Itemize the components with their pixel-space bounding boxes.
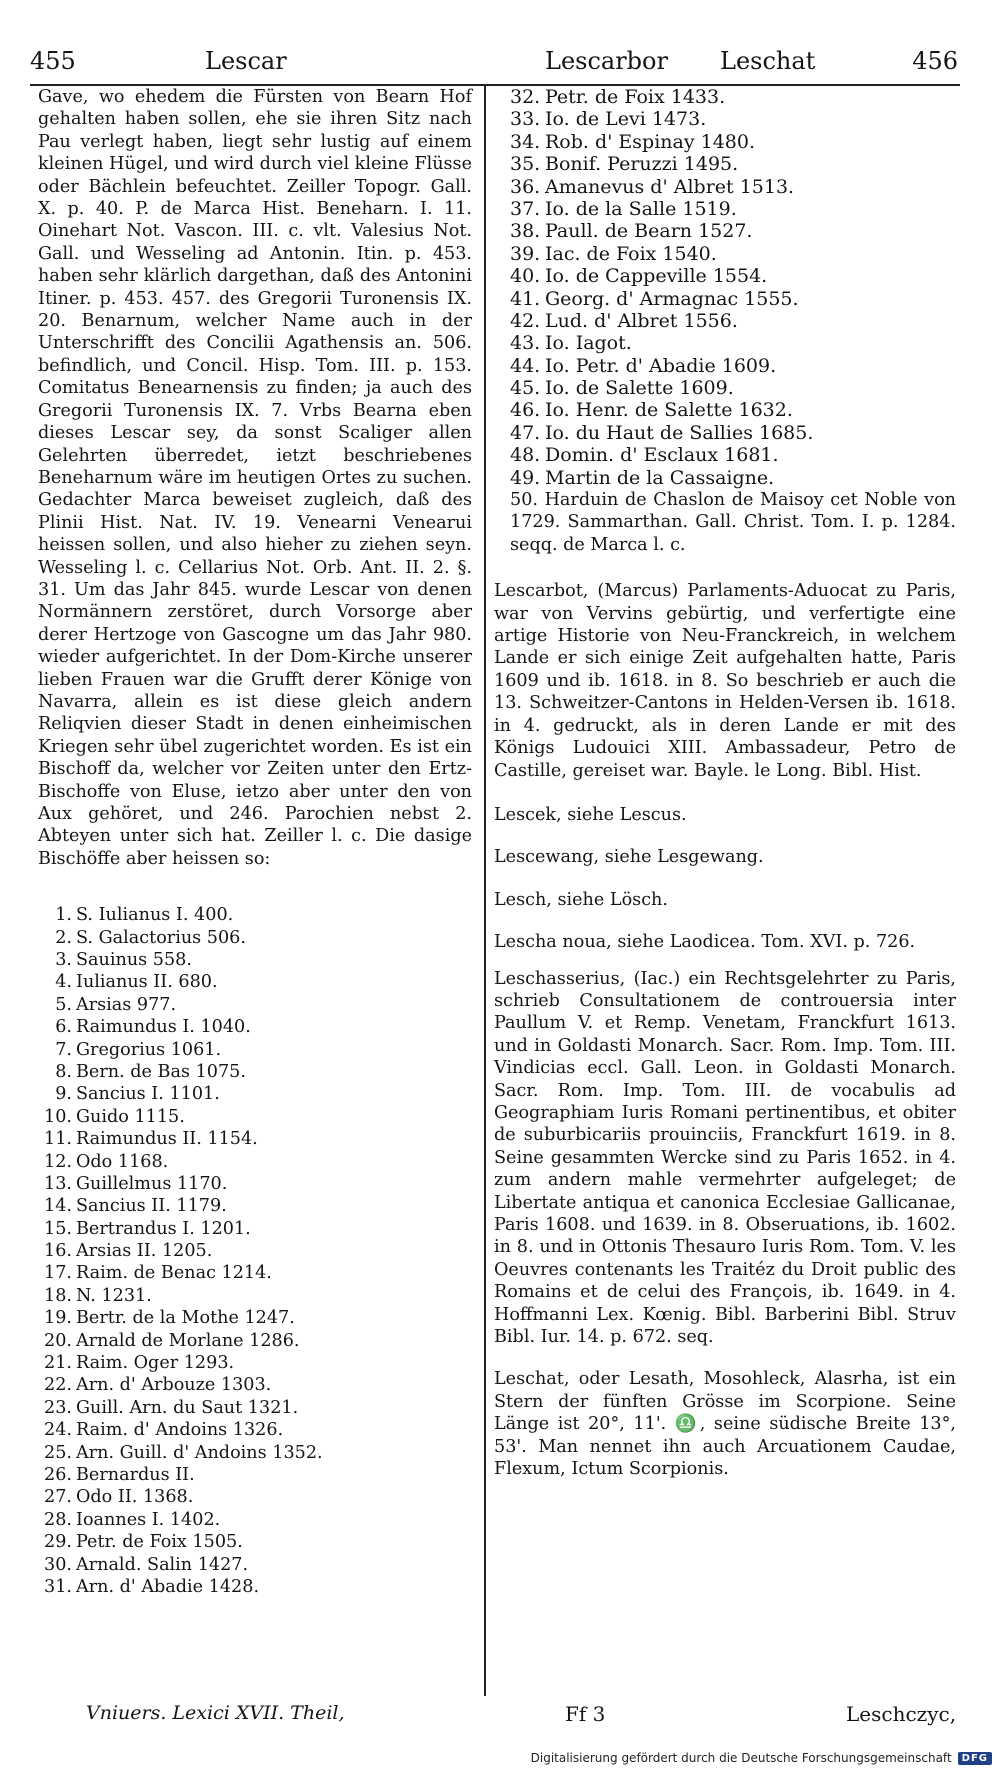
list-item: 29. Petr. de Foix 1505.: [44, 1532, 243, 1553]
lesch-entry: Lesch, siehe Lösch.: [494, 889, 668, 910]
list-item: 23. Guill. Arn. du Saut 1321.: [44, 1397, 299, 1418]
list-item: 22. Arn. d' Arbouze 1303.: [44, 1375, 272, 1396]
list-item: 12. Odo 1168.: [44, 1151, 169, 1172]
list-item: 49. Martin de la Cassaigne.: [510, 466, 775, 489]
list-item: 2. S. Galactorius 506.: [55, 927, 246, 948]
list-item: 21. Raim. Oger 1293.: [44, 1353, 235, 1374]
right-column: [494, 86, 956, 1480]
digitization-footer: [531, 1751, 992, 1765]
lescha-noua-entry: Lescha noua, siehe Laodicea. Tom. XVI. p. 726.: [494, 932, 916, 953]
volume-signature: Vniuers. Lexici XVII. Theil,: [86, 1702, 345, 1724]
lescarbot-entry: Lescarbot, (Marcus) Parlaments-Aduocat zu Paris, war von Vervins gebürtig, und verfertigte eine artige Historie von Neu-Franckreich, in welchem Lande er sich einige Zeit aufgehalten hatte, Paris 1609 und ib. 1618. in 8. So beschrieb er auch die 13. Schweitzer-Cantons in Helden-Versen ib. 1618. in 4. gedruckt, als in deren Lande er mit des Königs Ludouici XIII. Ambassadeur, Petro de Castille, gereiset war. Bayle. le Long. Bibl. Hist.: [494, 581, 956, 781]
list-item: 38. Paull. de Bearn 1527.: [510, 220, 753, 243]
list-item: 18. N. 1231.: [44, 1285, 152, 1306]
list-item: 28. Ioannes I. 1402.: [44, 1509, 221, 1530]
leschasserius-entry: Leschasserius, (Iac.) ein Rechtsgelehrter zu Paris, schrieb Consultationem de controuersia inter Paullum V. et Remp. Venetam, Franckfurt 1613. und in Goldasti Monarch. Sacr. Rom. Imp. Tom. III. Vindicias eccl. Gall. Leon. in Goldasti Monarch. Sacr. Rom. Imp. Tom. III. de vocabulis ad Geographiam Iuris Romani pertinentibus, et obiter de suburbicariis prouinciis, Franckfurt 1619. in 8. Seine gesammten Wercke sind zu Paris 1652. in 4. zum andern mahle vermehrter aufgeleget; de Libertate antiqua et canonica Ecclesiae Gallicanae, Paris 1608. und 1639. in 8. Obseruations, ib. 1602. in 8. und in Ottonis Thesauro Iuris Rom. Tom. V. les Oeuvres contenants les Traitéz du Droit public des Romains et de celui des François, ib. 1649. in 4. Hoffmanni Lex. Kœnig. Bibl. Barberini Bibl. Struv Bibl. Iur. 14. p. 672. seq.: [494, 968, 956, 1348]
list-item: 37. Io. de la Salle 1519.: [510, 197, 737, 220]
list-item: 19. Bertr. de la Mothe 1247.: [44, 1308, 295, 1329]
list-item: 25. Arn. Guill. d' Andoins 1352.: [44, 1442, 323, 1463]
column-rule: [484, 86, 486, 1696]
list-item: 16. Arsias II. 1205.: [44, 1241, 213, 1262]
list-item: 46. Io. Henr. de Salette 1632.: [510, 399, 793, 422]
list-item: 20. Arnald de Morlane 1286.: [44, 1330, 300, 1351]
list-item: 44. Io. Petr. d' Abadie 1609.: [510, 354, 777, 377]
lescek-entry: Lescek, siehe Lescus.: [494, 804, 687, 825]
page-number-left: 455: [30, 47, 76, 75]
list-item: 7. Gregorius 1061.: [55, 1039, 222, 1060]
list-item: 26. Bernardus II.: [44, 1464, 195, 1485]
list-item: 48. Domin. d' Esclaux 1681.: [510, 444, 779, 467]
left-column: [38, 86, 472, 1598]
list-item: 27. Odo II. 1368.: [44, 1487, 194, 1508]
list-item: 35. Bonif. Peruzzi 1495.: [510, 153, 739, 176]
page-number-right: 456: [912, 47, 958, 75]
bishop-50-entry: 50. Harduin de Chaslon de Maisoy cet Noble von 1729. Sammarthan. Gall. Christ. Tom. I. p. 1284. seqq. de Marca l. c.: [510, 490, 956, 555]
list-item: 14. Sancius II. 1179.: [44, 1196, 227, 1217]
list-item: 6. Raimundus I. 1040.: [55, 1017, 251, 1038]
list-item: 1. S. Iulianus I. 400.: [55, 905, 234, 926]
catchword: Leschczyc,: [846, 1702, 957, 1726]
list-item: 36. Amanevus d' Albret 1513.: [510, 175, 795, 198]
list-item: 24. Raim. d' Andoins 1326.: [44, 1420, 284, 1441]
list-item: 3. Sauinus 558.: [55, 950, 192, 970]
lescewang-entry: Lescewang, siehe Lesgewang.: [494, 847, 764, 868]
signature-mark: Ff 3: [565, 1702, 606, 1726]
list-item: 33. Io. de Levi 1473.: [510, 108, 707, 131]
running-head-middle: Lescarbor: [545, 47, 668, 75]
running-head-left: Lescar: [205, 47, 287, 75]
list-item: 45. Io. de Salette 1609.: [510, 377, 734, 400]
running-head-right: Leschat: [720, 47, 816, 75]
list-item: 9. Sancius I. 1101.: [55, 1084, 220, 1105]
list-item: 11. Raimundus II. 1154.: [44, 1129, 258, 1150]
page-header: [30, 46, 958, 82]
digitization-note: Digitalisierung gefördert durch die Deutsche Forschungsgemeinschaft: [530, 1751, 952, 1765]
list-item: 17. Raim. de Benac 1214.: [44, 1263, 272, 1284]
list-item: 47. Io. du Haut de Sallies 1685.: [510, 421, 814, 444]
list-item: 5. Arsias 977.: [55, 994, 177, 1015]
bishops-list-continued: [494, 86, 956, 489]
list-item: 39. Iac. de Foix 1540.: [510, 242, 717, 265]
list-item: 42. Lud. d' Albret 1556.: [510, 309, 738, 332]
list-item: 40. Io. de Cappeville 1554.: [510, 265, 768, 288]
list-item: 10. Guido 1115.: [44, 1106, 185, 1127]
list-item: 34. Rob. d' Espinay 1480.: [510, 130, 756, 153]
list-item: 4. Iulianus II. 680.: [55, 972, 218, 993]
lescar-entry-text: Gave, wo ehedem die Fürsten von Bearn Hof gehalten haben sollen, ehe sie ihren Sitz nach Pau verlegt haben, liegt sehr lustig auf einem kleinen Hügel, und wird durch viel kleine Flüsse oder Bächlein befeuchtet. Zeiller Topogr. Gall. X. p. 40. P. de Marca Hist. Beneharn. I. 11. Oinehart Not. Vascon. III. c. vlt. Valesius Not. Gall. und Wesseling ad Antonin. Itin. p. 453. haben sehr klärlich dargethan, daß des Antonini Itiner. p. 453. 457. des Gregorii Turonensis IX. 20. Benarnum, welcher Name auch in der Unterschrifft des Concilii Agathensis an. 506. befindlich, und Concil. Hisp. Tom. III. p. 153. Comitatus Benearnensis zu finden; ja auch des Gregorii Turonensis IX. 7. Vrbs Bearna eben dieses Lescar sey, da sonst Scaliger allen Gelehrten überredet, ietzt beschriebenes Beneharnum wäre im heutigen Ortes zu suchen. Gedachter Marca beweiset zugleich, daß des Plinii Hist. Nat. IV. 19. Venearni Venearui heissen sollen, und also hieher zu ziehen seyn. Wesseling l. c. Cellarius Not. Orb. Ant. II. 2. §. 31. Um das Jahr 845. wurde Lescar von denen Normännern zerstöret, durch Vorsorge aber derer Hertzoge von Gascogne um das Jahr 980. wieder aufgerichtet. In der Dom-Kirche unserer lieben Frauen war die Grufft derer Könige von Navarra, allein es ist diese gleich andern Reliqvien dieser Stadt in denen einheimischen Kriegen sehr übel zugerichtet worden. Es ist ein Bischoff da, welcher vor Zeiten unter den Ertz-Bischoffe von Eluse, ietzo aber unter den von Aux gehöret, und 246. Parochien nebst 2. Abteyen unter sich hat. Zeiller l. c. Die dasige Bischöffe aber heissen so:: [38, 87, 472, 869]
list-item: 43. Io. Iagot.: [510, 332, 632, 355]
list-item: 8. Bern. de Bas 1075.: [55, 1061, 246, 1082]
list-item: 13. Guillelmus 1170.: [44, 1173, 228, 1194]
list-item: 15. Bertrandus I. 1201.: [44, 1218, 251, 1239]
list-item: 31. Arn. d' Abadie 1428.: [44, 1576, 260, 1597]
list-item: 32. Petr. de Foix 1433.: [510, 86, 726, 108]
dfg-logo-icon: DFG: [958, 1752, 992, 1765]
list-item: 30. Arnald. Salin 1427.: [44, 1554, 249, 1575]
bishops-list: [38, 904, 472, 1598]
list-item: 41. Georg. d' Armagnac 1555.: [510, 287, 799, 310]
leschat-entry: Leschat, oder Lesath, Mosohleck, Alasrha, ist ein Stern der fünften Grösse im Scorpione. Seine Länge ist 20°, 11'. ♎, seine südische Breite 13°, 53'. Man nennet ihn auch Arcuationem Caudae, Flexum, Ictum Scorpionis.: [494, 1369, 956, 1480]
